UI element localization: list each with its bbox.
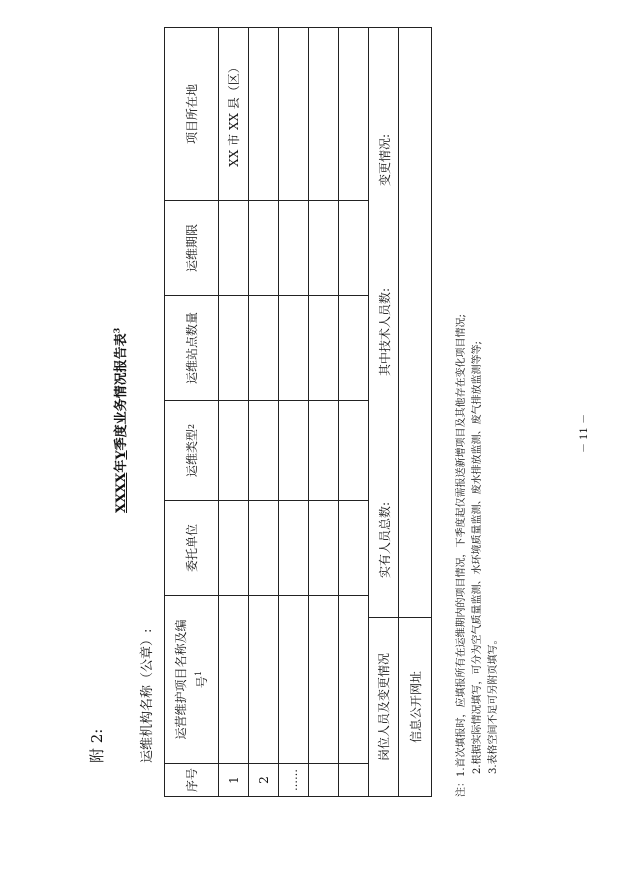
header-serial: 序号 xyxy=(185,768,199,793)
title-year-placeholder: XXXX xyxy=(114,472,129,513)
header-client: 委托单位 xyxy=(185,524,199,573)
disclosure-label: 信息公开网址 xyxy=(409,671,423,744)
header-site-count: 运维站点数量 xyxy=(185,312,199,385)
row-3-serial: …… xyxy=(287,769,300,791)
personnel-change: 变更情况: xyxy=(378,133,392,186)
header-term: 运维期限 xyxy=(185,224,199,273)
note-3: 3.表格空间不足可另附页填写。 xyxy=(488,634,499,774)
agency-label: 运维机构名称（公章）: xyxy=(140,628,155,763)
row-1-serial: 1 xyxy=(226,776,241,784)
attachment-label: 附 2: xyxy=(88,728,106,763)
note-2: 2.根据实际情况填写，可分为空气质量监测、水环境质量监测、废水排放监测、废气排放监测等等; xyxy=(472,341,483,774)
report-table xyxy=(164,27,432,797)
title-text: 季度业务情况报告表 xyxy=(114,333,129,451)
header-type: 运维类型 2 xyxy=(185,423,199,478)
header-location: 项目所在地 xyxy=(185,84,199,145)
header-project-name: 运营维护项目名称及编号$^1$ xyxy=(174,619,209,740)
note-1: 注：1.首次填报时，应填报所有在运维期内的项目情况，下季度起仅需报送新增项目及其他存在变化项目情况; xyxy=(456,314,467,797)
report-title xyxy=(110,328,129,513)
personnel-label: 岗位人员及变更情况 xyxy=(377,653,391,762)
row-2-serial: 2 xyxy=(256,776,271,784)
page-number: － 11 － xyxy=(579,413,590,453)
row-1-location: XX 市 XX 县（区） xyxy=(227,61,241,167)
title-quarter-placeholder: Y xyxy=(114,450,129,460)
title-footnote-mark: 3 xyxy=(111,327,122,334)
title-year-char: 年 xyxy=(114,459,129,473)
personnel-total: 实有人员总数: xyxy=(378,501,392,578)
personnel-tech: 其中技术人员数: xyxy=(378,287,392,376)
